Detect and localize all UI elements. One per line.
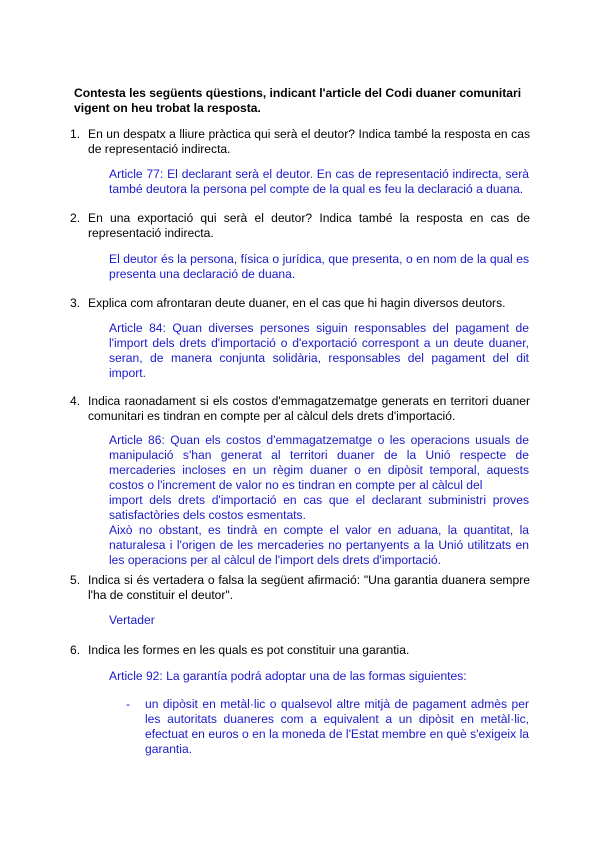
answer-4-line: costos o l'increment de valor no es tindran en compte per al càlcul del (109, 478, 483, 492)
answer-6: Article 92: La garantía podrá adoptar una de las formas siguientes: (109, 669, 467, 683)
question-6-text: Indica les formes en les quals es pot constituir una garantia. (88, 643, 410, 657)
dash-bullet-marker: - (126, 697, 131, 711)
question-4 (70, 394, 530, 424)
question-3 (70, 296, 530, 311)
question-5-number: 5. (70, 573, 81, 587)
question-2-number: 2. (70, 211, 81, 225)
answer-6-bullet-item (126, 697, 529, 757)
answer-6-bullet-text: un dipòsit en metàl·lic o qualsevol altre mitjà de pagament admès per les autoritats duaneres com a equivalent a un dipòsit en metàl·lic, efectuat en euros o en la moneda de l'Estat membre en què s'exigeix la garantia. (145, 697, 529, 756)
answer-5: Vertader (109, 613, 155, 627)
answer-4-line: import dels drets d'importació en cas que el declarant subministri proves (109, 493, 529, 507)
answer-4-line: Article 86: Quan els costos d'emmagatzematge o les operacions usuals de (109, 433, 529, 447)
answer-4-line: Això no obstant, es tindrà en compte el valor en aduana, la quantitat, la (109, 523, 529, 537)
answer-4 (109, 433, 529, 568)
answer-3: Article 84: Quan diverses persones siguin responsables del pagament de l'import dels drets d'importació o d'exportació correspont a un deute duaner, seran, de manera conjunta solidària, responsables del pagament del dit import. (109, 321, 529, 380)
question-2-text: En una exportació qui serà el deutor? Indica també la resposta en cas de representació indirecta. (88, 211, 530, 240)
question-5 (70, 573, 530, 603)
answer-4-line: manipulació s'han generat al territori duaner de la Unió respecte de (109, 448, 529, 462)
question-4-number: 4. (70, 394, 81, 408)
question-1-number: 1. (70, 127, 81, 141)
answer-1: Article 77: El declarant serà el deutor. En cas de representació indirecta, serà també deutora la persona pel compte de la qual es feu la declaració a duana. (109, 167, 529, 196)
question-2 (70, 211, 530, 241)
answer-4-line: les operacions per al càlcul de l'import dels drets d'importació. (109, 553, 441, 567)
question-4-text: Indica raonadament si els costos d'emmagatzematge generats en territori duaner comunitari es tindran en compte per al càlcul dels drets d'importació. (88, 394, 530, 423)
question-3-text: Explica com afrontaran deute duaner, en el cas que hi hagin diversos deutors. (88, 296, 506, 310)
question-1 (70, 127, 530, 157)
question-6-number: 6. (70, 643, 81, 657)
answer-4-line: satisfactòries dels costos esmentats. (109, 508, 306, 522)
question-3-number: 3. (70, 296, 81, 310)
answer-2: El deutor és la persona, física o jurídica, que presenta, o en nom de la qual es presenta una declaració de duana. (109, 252, 529, 281)
question-6 (70, 643, 530, 658)
answer-4-line: mercaderies incloses en un règim duaner o en dipòsit temporal, aquests (109, 463, 529, 477)
document-heading: Contesta les següents qüestions, indicant l'article del Codi duaner comunitari vigent on heu trobat la resposta. (74, 86, 522, 115)
answer-4-line: naturalesa i l'origen de les mercaderies no pertanyents a la Unió utilitzats en (109, 538, 529, 552)
question-5-text: Indica si és vertadera o falsa la següent afirmació: "Una garantia duanera sempre l'ha de constituir el deutor". (88, 573, 530, 602)
question-1-text: En un despatx a lliure pràctica qui serà el deutor? Indica també la resposta en cas de representació indirecta. (88, 127, 530, 156)
